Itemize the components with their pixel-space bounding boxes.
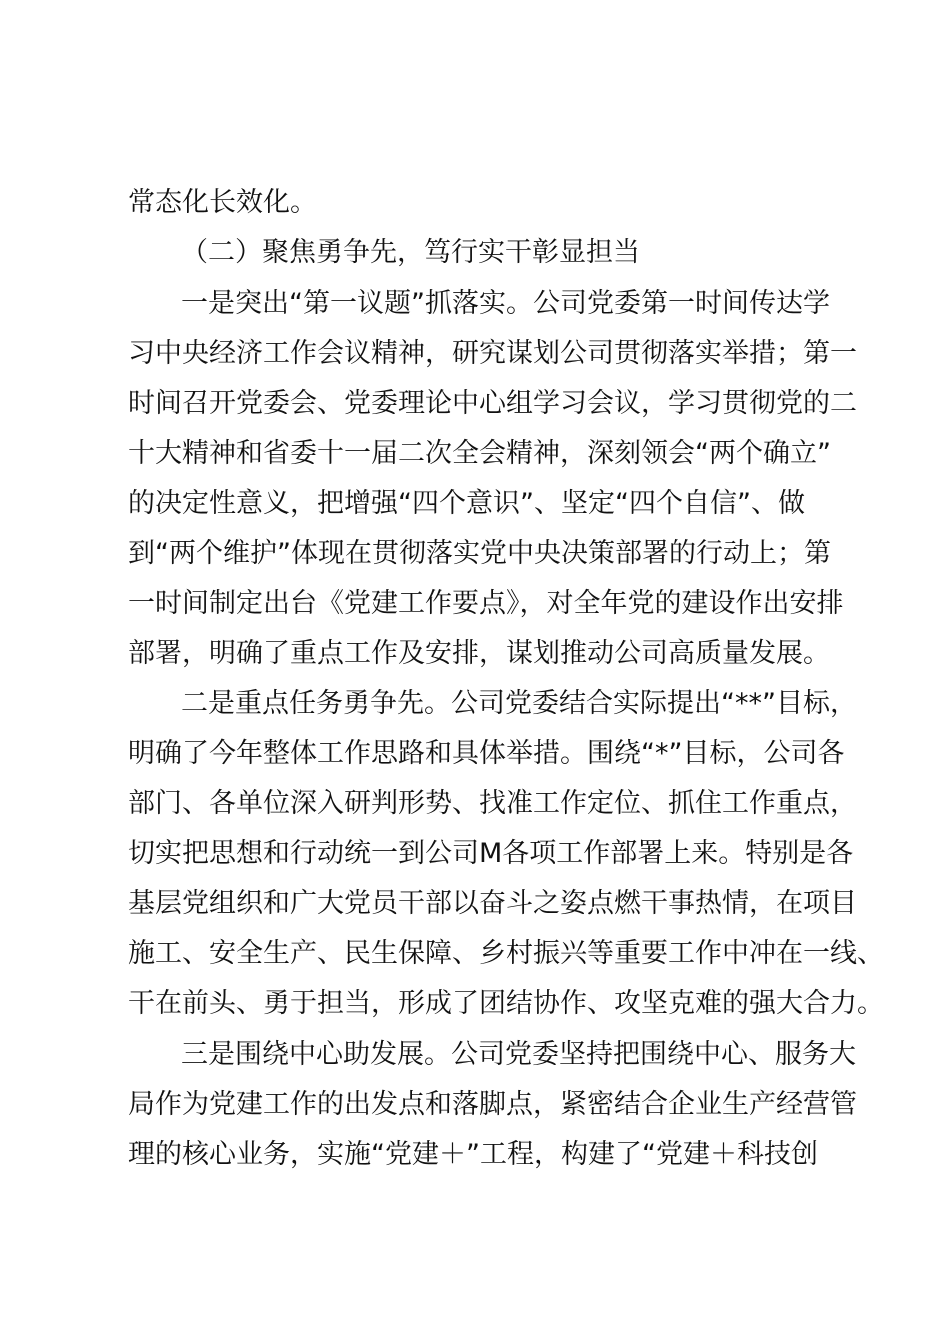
paragraph-line: 局作为党建工作的出发点和落脚点，紧密结合企业生产经营管 — [128, 1089, 857, 1120]
paragraph-line: 明确了今年整体工作思路和具体举措。围绕“*”目标，公司各 — [128, 738, 845, 769]
paragraph-line: 部门、各单位深入研判形势、找准工作定位、抓住工作重点， — [128, 788, 857, 819]
paragraph-line: 理的核心业务，实施“党建＋”工程，构建了“党建＋科技创 — [128, 1139, 818, 1170]
paragraph-line: 基层党组织和广大党员干部以奋斗之姿点燃干事热情，在项目 — [128, 888, 857, 919]
paragraph-line: 干在前头、勇于担当，形成了团结协作、攻坚克难的强大合力。 — [128, 988, 884, 1019]
paragraph-line: 三是围绕中心助发展。公司党委坚持把围绕中心、服务大 — [181, 1039, 856, 1070]
paragraph-line: 的决定性意义，把增强“四个意识”、坚定“四个自信”、做 — [128, 488, 805, 519]
paragraph-line: 习中央经济工作会议精神，研究谋划公司贯彻落实举措；第一 — [128, 338, 857, 369]
paragraph-line: 十大精神和省委十一届二次全会精神，深刻领会“两个确立” — [128, 438, 831, 469]
paragraph-line: 常态化长效化。 — [128, 187, 317, 218]
paragraph-line: 一是突出“第一议题”抓落实。公司党委第一时间传达学 — [181, 288, 830, 319]
paragraph-line: 施工、安全生产、民生保障、乡村振兴等重要工作中冲在一线、 — [128, 938, 884, 969]
section-heading: （二）聚焦勇争先，笃行实干彰显担当 — [181, 237, 640, 268]
paragraph-line: 切实把思想和行动统一到公司M各项工作部署上来。特别是各 — [128, 838, 854, 869]
paragraph-line: 二是重点任务勇争先。公司党委结合实际提出“**”目标， — [181, 688, 857, 719]
paragraph-line: 时间召开党委会、党委理论中心组学习会议，学习贯彻党的二 — [128, 388, 857, 419]
paragraph-line: 到“两个维护”体现在贯彻落实党中央决策部署的行动上；第 — [128, 538, 831, 569]
paragraph-line: 部署，明确了重点工作及安排，谋划推动公司高质量发展。 — [128, 638, 830, 669]
paragraph-line: 一时间制定出台《党建工作要点》，对全年党的建设作出安排 — [128, 588, 844, 619]
